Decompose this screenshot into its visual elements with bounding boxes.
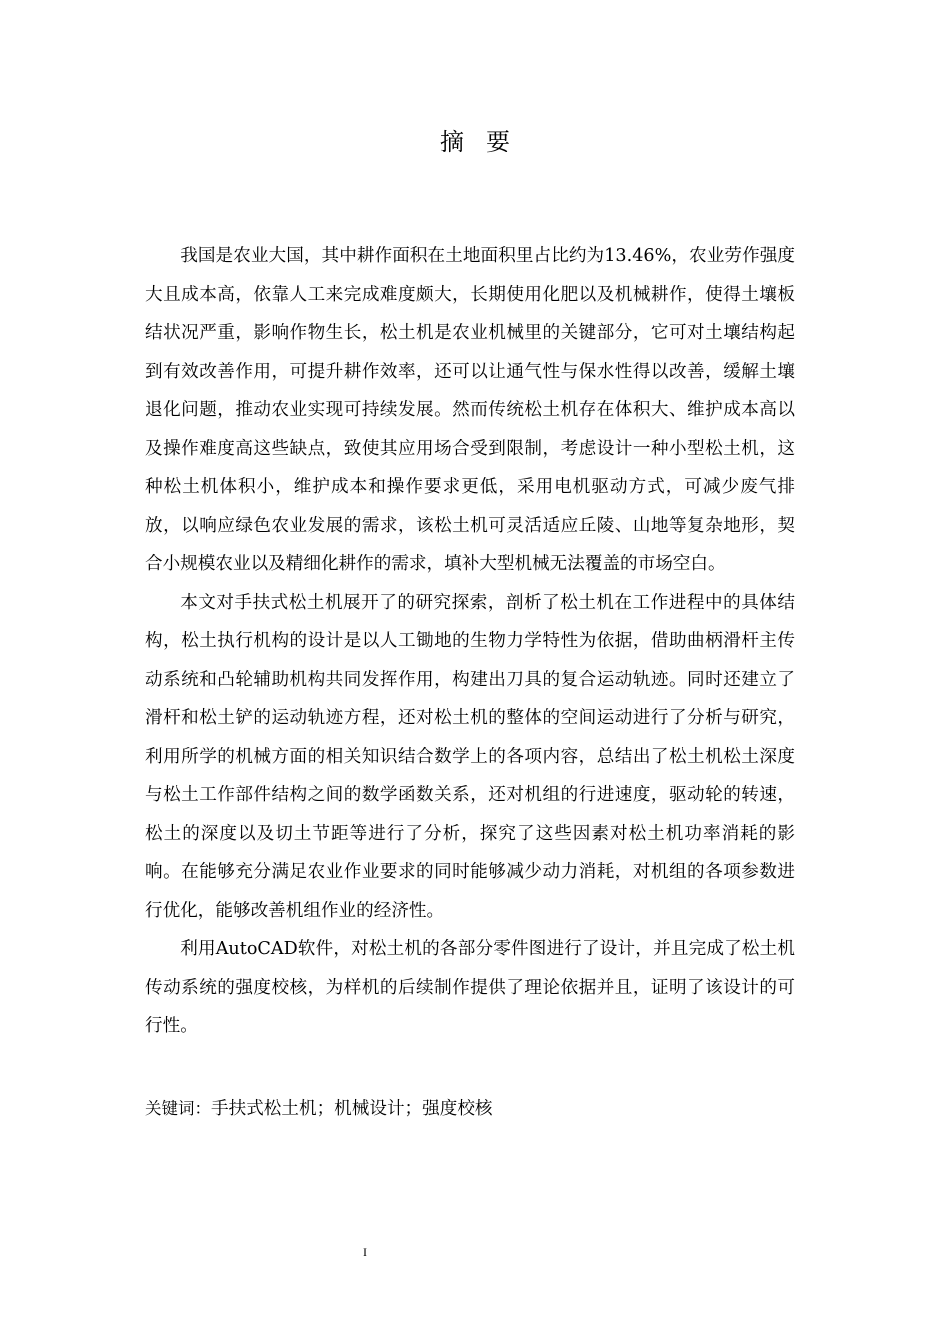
abstract-paragraph: 利用AutoCAD软件，对松土机的各部分零件图进行了设计，并且完成了松土机传动系统的强度校核，为样机的后续制作提供了理论依据并且，证明了该设计的可行性。 bbox=[145, 939, 795, 1036]
page-number: I bbox=[363, 1245, 367, 1259]
abstract-body bbox=[145, 237, 795, 1046]
abstract-paragraph: 我国是农业大国，其中耕作面积在土地面积里占比约为13.46%，农业劳作强度大且成本高，依靠人工来完成难度颇大，长期使用化肥以及机械耕作，使得土壤板结状况严重，影响作物生长，松土机是农业机械里的关键部分，它可对土壤结构起到有效改善作用，可提升耕作效率，还可以让通气性与保水性得以改善，缓解土壤退化问题，推动农业实现可持续发展。然而传统松土机存在体积大、维护成本高以及操作难度高这些缺点，致使其应用场合受到限制，考虑设计一种小型松土机，这种松土机体积小，维护成本和操作要求更低，采用电机驱动方式，可减少废气排放，以响应绿色农业发展的需求，该松土机可灵活适应丘陵、山地等复杂地形，契合小规模农业以及精细化耕作的需求，填补大型机械无法覆盖的市场空白。 bbox=[145, 246, 795, 574]
keywords-text: 手扶式松土机；机械设计；强度校核 bbox=[211, 1099, 493, 1119]
keywords-label: 关键词： bbox=[145, 1099, 211, 1118]
keywords-line bbox=[145, 1094, 795, 1124]
abstract-paragraph: 本文对手扶式松土机展开了的研究探索，剖析了松土机在工作进程中的具体结构，松土执行机构的设计是以人工锄地的生物力学特性为依据，借助曲柄滑杆主传动系统和凸轮辅助机构共同发挥作用，构建出刀具的复合运动轨迹。同时还建立了滑杆和松土铲的运动轨迹方程，还对松土机的整体的空间运动进行了分析与研究，利用所学的机械方面的相关知识结合数学上的各项内容，总结出了松土机松土深度与松土工作部件结构之间的数学函数关系，还对机组的行进速度，驱动轮的转速，松土的深度以及切土节距等进行了分析，探究了这些因素对松土机功率消耗的影响。在能够充分满足农业作业要求的同时能够减少动力消耗，对机组的各项参数进行优化，能够改善机组作业的经济性。 bbox=[145, 592, 795, 921]
page-title: 摘要 bbox=[440, 128, 532, 156]
